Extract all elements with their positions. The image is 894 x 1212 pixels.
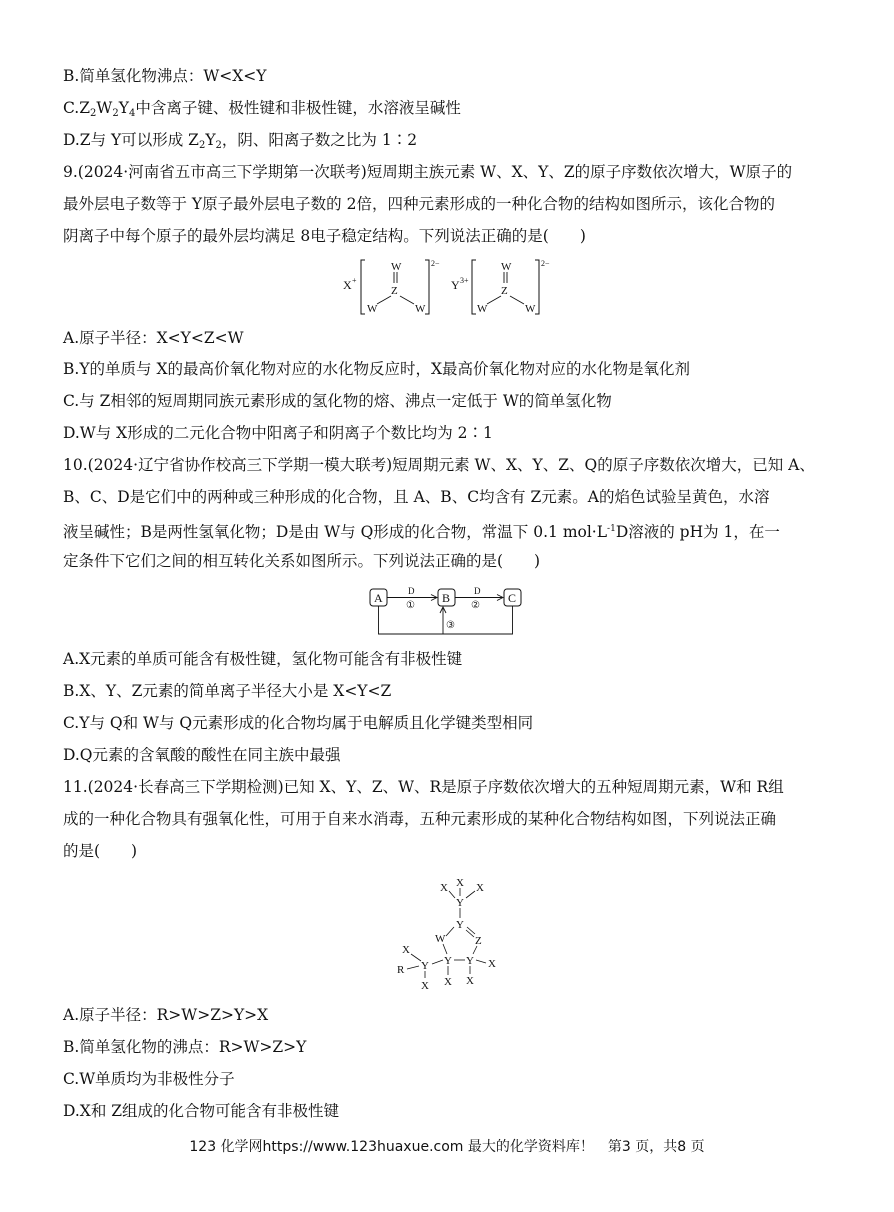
anion-top-atom: W — [501, 261, 512, 273]
atom-x: X — [456, 877, 464, 889]
atom-y: Y — [421, 960, 429, 972]
reagent-d-2: D — [474, 586, 481, 596]
question-text: 最外层电子数等于 Y原子最外层电子数的 2倍，四种元素形成的一种化合物的结构如图所示，该化合物的 — [63, 195, 775, 213]
option-line: C.W单质均为非极性分子 — [63, 1070, 235, 1088]
question-text: B、C、D是它们中的两种或三种形成的化合物，且 A、B、C均含有 Z元素。A的焰色试验呈黄色，水溶 — [63, 488, 770, 506]
page-footer: 123 化学网https://www.123huaxue.com 最大的化学资料库！ 第3 页，共8 页 — [189, 1139, 705, 1155]
subscript: 2 — [198, 140, 206, 151]
option-line: D.Q元素的含氧酸的酸性在同主族中最强 — [63, 746, 341, 764]
anion-left-atom: W — [367, 303, 378, 315]
option-line: A.原子半径：R>W>Z>Y>X — [63, 1006, 269, 1024]
anion-right-atom: W — [415, 303, 426, 315]
atom-x: X — [488, 958, 496, 970]
subscript: 2 — [112, 108, 119, 119]
option-line: A.X元素的单质可能含有极性键，氢化物可能含有非极性键 — [63, 650, 463, 668]
text-span: Y — [205, 131, 216, 149]
reagent-d-1: D — [408, 586, 415, 596]
superscript: -1 — [607, 524, 616, 534]
subscript: 4 — [128, 108, 136, 119]
text-span: D溶液的 pH为 1，在一 — [615, 523, 780, 542]
option-line: B.X、Y、Z元素的简单离子半径大小是 X<Y<Z — [63, 682, 392, 700]
text-span: D.Z与 Y可以形成 Z — [63, 131, 199, 149]
atom-x: X — [421, 980, 429, 992]
option-line: D.X和 Z组成的化合物可能含有非极性键 — [63, 1102, 340, 1120]
question-text: 的是( ) — [63, 842, 138, 860]
option-line: B.Y的单质与 X的最高价氧化物对应的水化物反应时，X最高价氧化物对应的水化物是氧化剂 — [63, 360, 691, 378]
cation-y-charge: 3+ — [460, 276, 469, 285]
option-line — [63, 130, 417, 156]
anion-right-atom: W — [525, 303, 536, 315]
atom-y: Y — [456, 919, 464, 931]
anion-charge: 2− — [431, 259, 440, 268]
option-line: C.Y与 Q和 W与 Q元素形成的化合物均属于电解质且化学键类型相同 — [63, 714, 534, 732]
text-span: W — [96, 99, 113, 117]
question-text: 9.(2024·河南省五市高三下学期第一次联考)短周期主族元素 W、X、Y、Z的原子序数依次增大，W原子的 — [63, 163, 793, 181]
q10-conversion-figure — [365, 584, 530, 642]
step-1: ① — [406, 600, 415, 611]
node-c: C — [508, 591, 517, 605]
subscript: 2 — [90, 108, 97, 119]
anion-top-atom: W — [391, 261, 402, 273]
question-text: 定条件下它们之间的相互转化关系如图所示。下列说法正确的是( ) — [63, 552, 541, 570]
text-span: C.Z — [63, 99, 91, 117]
q11-structure-figure — [392, 872, 512, 1000]
option-line: A.原子半径：X<Y<Z<W — [63, 329, 244, 347]
step-3: ③ — [446, 620, 455, 631]
atom-y: Y — [466, 955, 474, 967]
text-span: Y — [118, 99, 129, 117]
cation-y: Y — [451, 278, 460, 292]
atom-x: X — [440, 882, 448, 894]
anion-center-atom: Z — [501, 285, 508, 297]
anion-center-atom: Z — [391, 285, 398, 297]
q9-structure-figure — [335, 256, 565, 324]
anion-charge: 2− — [541, 259, 550, 268]
text-span: 中含离子键、极性键和非极性键，水溶液呈碱性 — [135, 99, 461, 117]
cation-x: X — [343, 278, 352, 292]
question-text — [63, 519, 780, 542]
atom-y: Y — [456, 897, 464, 909]
text-span: 液呈碱性；B是两性氢氧化物；D是由 W与 Q形成的化合物，常温下 0.1 mol·L — [63, 523, 608, 542]
option-line — [63, 98, 461, 124]
question-text: 11.(2024·长春高三下学期检测)已知 X、Y、Z、W、R是原子序数依次增大的五种短周期元素，W和 R组 — [63, 778, 784, 796]
atom-x: X — [444, 976, 452, 988]
option-line: C.与 Z相邻的短周期同族元素形成的氢化物的熔、沸点一定低于 W的简单氢化物 — [63, 392, 612, 410]
question-text: 成的一种化合物具有强氧化性，可用于自来水消毒，五种元素形成的某种化合物结构如图，下列说法正确 — [63, 810, 777, 828]
atom-x: X — [476, 882, 484, 894]
question-text: 10.(2024·辽宁省协作校高三下学期一模大联考)短周期元素 W、X、Y、Z、Q的原子序数依次增大，已知 A、 — [63, 456, 815, 474]
subscript: 2 — [215, 140, 222, 151]
text-span: ，阴、阳离子数之比为 1∶2 — [221, 131, 418, 149]
anion-left-atom: W — [477, 303, 488, 315]
atom-y: Y — [444, 955, 452, 967]
atom-x: X — [466, 975, 474, 987]
atom-z: Z — [475, 935, 482, 947]
cation-x-charge: + — [352, 276, 357, 285]
atom-w: W — [435, 933, 446, 945]
option-line: B.简单氢化物沸点：W<X<Y — [63, 67, 267, 85]
question-text: 阴离子中每个原子的最外层均满足 8电子稳定结构。下列说法正确的是( ) — [63, 227, 586, 245]
option-line: D.W与 X形成的二元化合物中阳离子和阴离子个数比均为 2∶1 — [63, 424, 493, 442]
atom-r: R — [397, 964, 405, 976]
node-a: A — [374, 591, 383, 605]
option-line: B.简单氢化物的沸点：R>W>Z>Y — [63, 1038, 307, 1056]
node-b: B — [442, 591, 451, 605]
step-2: ② — [471, 600, 480, 611]
atom-x: X — [402, 944, 410, 956]
